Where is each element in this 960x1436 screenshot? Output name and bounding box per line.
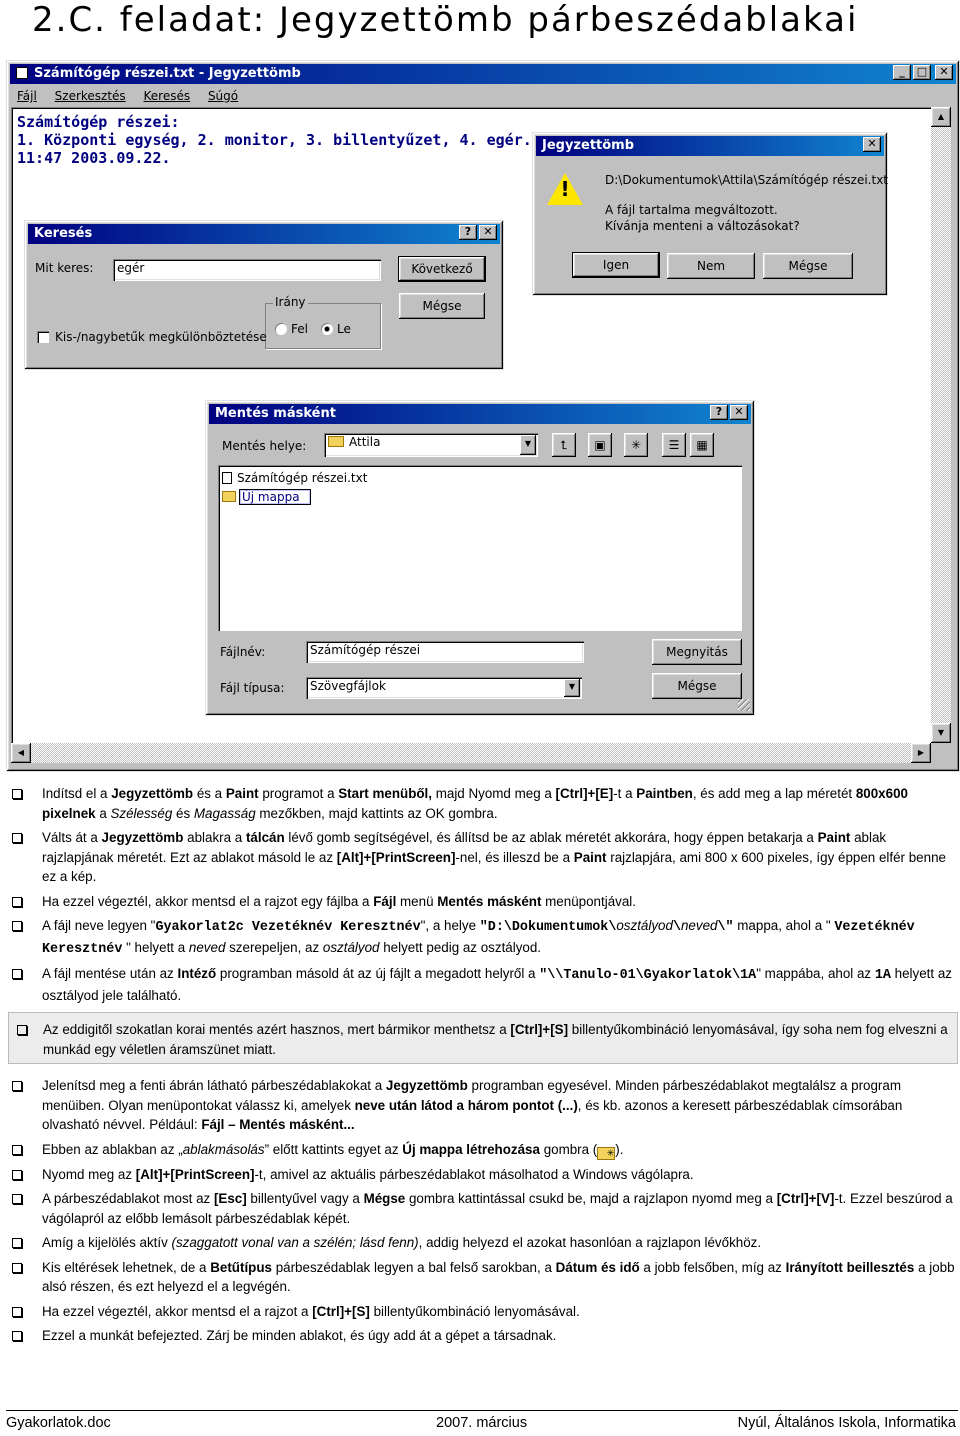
text-run: Paint — [817, 830, 851, 845]
text-run: (szaggatott vonal van a szélén; lásd fenn) — [171, 1235, 419, 1250]
text-run: A fájl neve legyen " — [42, 918, 156, 933]
text-run: a jobb alsó részen, és ezt helyezd el a legvégén. — [42, 1259, 955, 1294]
text-run: Új mappa létrehozása — [402, 1141, 540, 1157]
text-run: Paint — [225, 786, 259, 801]
vertical-scrollbar[interactable] — [931, 107, 951, 743]
text-run: Ebben az ablakban az „ — [42, 1141, 183, 1157]
list-view-button[interactable]: ☰ — [662, 433, 686, 457]
confirm-dialog — [532, 132, 888, 296]
text-run: párbeszédablak legyen a bal felső sarokban, a — [271, 1259, 556, 1275]
list-item — [8, 828, 958, 887]
text-run: a — [95, 805, 111, 821]
text-run: [Alt]+[PrintScreen] — [336, 849, 456, 865]
up-label: Fel — [291, 322, 308, 336]
menu-search[interactable]: Keresés — [143, 89, 191, 103]
list-item — [8, 1165, 958, 1185]
text-run: , addig helyezd el azokat hasonlóan a rajzlapon lévőkhöz. — [418, 1235, 762, 1250]
scroll-up-arrow[interactable]: ▲ — [931, 107, 951, 127]
text-run: neved — [188, 939, 226, 955]
radio-up[interactable] — [275, 323, 287, 335]
text-run: Fájl — [373, 893, 397, 909]
size-grip[interactable] — [931, 743, 951, 763]
text-run: Betűtípus — [210, 1259, 272, 1275]
text-run: ). — [615, 1141, 624, 1157]
new-folder-icon: ✳ — [597, 1147, 615, 1160]
text-run: programban egyesével. Minden párbeszédablakot megtalálsz a program menüiben. Olyan menüpontokat válassz ki, amelyek — [42, 1078, 901, 1113]
minimize-button[interactable]: _ — [893, 65, 911, 80]
yes-button[interactable]: Igen — [573, 253, 659, 277]
text-run: Válts át a — [42, 830, 102, 845]
checkbox-icon — [12, 833, 22, 843]
scroll-left-arrow[interactable]: ◀ — [11, 743, 31, 763]
text-run: Magasság — [193, 805, 256, 821]
text-run: neve után látod a három pontot (...) — [354, 1097, 578, 1113]
text-run: billentyűkombináció lenyomásával. — [369, 1303, 580, 1319]
close-button[interactable]: ✕ — [730, 405, 748, 420]
text-run: ablakra a — [183, 830, 246, 845]
footer-rule — [6, 1410, 958, 1411]
text-run: gombra ( — [539, 1141, 598, 1157]
size-grip[interactable] — [738, 699, 750, 711]
content-line: 1. Központi egység, 2. monitor, 3. billentyűzet, 4. egér. — [17, 131, 532, 149]
text-run: Az eddigitől szokatlan korai mentés azért hasznos, mert bármikor menthetsz a — [43, 1022, 511, 1037]
scroll-down-arrow[interactable]: ▼ — [931, 723, 951, 743]
checkbox-icon — [12, 897, 22, 907]
text-run: Ezzel a munkát befejezted. Zárj be minden ablakot, és úgy add át a gépet a társadnak. — [42, 1328, 557, 1343]
folder-item[interactable] — [222, 489, 311, 505]
menu-file[interactable]: Fájl — [17, 89, 37, 103]
radio-down[interactable] — [321, 323, 333, 335]
folder-name-edit[interactable]: Új mappa — [239, 489, 311, 505]
text-run: mappa, ahol a " — [733, 918, 835, 933]
checkbox-icon — [12, 1331, 22, 1341]
text-run: "D:\Dokumentumok\ — [479, 920, 617, 935]
text-run: Indítsd el a — [42, 786, 112, 801]
text-run: [Ctrl]+[V] — [776, 1191, 835, 1206]
cancel-button[interactable]: Mégse — [763, 253, 853, 279]
text-run: Mentés másként — [437, 893, 542, 909]
list-item — [8, 1189, 958, 1228]
page-title: 2.C. feladat: Jegyzettömb párbeszédablakai — [32, 0, 859, 40]
horizontal-scrollbar[interactable] — [11, 743, 931, 763]
help-button[interactable]: ? — [459, 225, 477, 240]
text-run: Jegyzettömb — [111, 786, 194, 801]
up-folder-button[interactable]: ⮤ — [552, 433, 576, 457]
content-line: Számítógép részei: — [17, 113, 180, 131]
list-item — [8, 1140, 958, 1160]
file-item[interactable] — [222, 471, 367, 485]
text-run: gombra kattintással csukd be, majd a rajzlapon nyomd meg a — [405, 1191, 777, 1206]
footer-center: 2007. március — [436, 1415, 528, 1431]
text-run: ” előtt kattints egyet az — [264, 1141, 403, 1157]
new-folder-button[interactable]: ✳ — [624, 433, 648, 457]
saveas-title: Mentés másként — [215, 406, 336, 421]
down-label: Le — [337, 322, 351, 336]
text-run: menü — [396, 893, 438, 909]
notepad-titlebar[interactable] — [10, 64, 956, 84]
checkbox-icon — [12, 1145, 22, 1155]
text-run: és — [172, 805, 194, 821]
text-run: és a — [193, 786, 226, 801]
text-run: Irányított beillesztés — [785, 1259, 915, 1275]
notepad-content — [17, 113, 532, 167]
list-item — [8, 784, 958, 823]
text-run: Vezetéknév Keresztnév — [42, 920, 915, 957]
text-run: "\\Tanulo-01\Gyakorlatok\1A — [539, 968, 757, 983]
text-file-icon — [222, 472, 232, 484]
filetype-label: Fájl típusa: — [220, 681, 285, 695]
text-run: [Ctrl]+[S] — [312, 1303, 370, 1319]
list-item — [8, 1326, 958, 1346]
find-input[interactable]: egér — [113, 259, 381, 281]
text-run: 800x600 pixelnek — [42, 786, 908, 821]
text-run: Jegyzettömb — [385, 1078, 468, 1093]
text-run: Nyomd meg az — [42, 1166, 136, 1182]
help-button[interactable]: ? — [710, 405, 728, 420]
location-select[interactable] — [324, 433, 538, 457]
checkbox-icon — [12, 1307, 22, 1317]
list-item — [8, 1258, 958, 1297]
text-run: 1A — [874, 968, 891, 983]
text-run: tálcán — [245, 830, 285, 845]
location-label: Mentés helye: — [222, 439, 307, 453]
open-button[interactable]: Megnyitás — [652, 639, 742, 665]
content-line: 11:47 2003.09.22. — [17, 149, 171, 167]
text-run: programot a — [258, 786, 339, 801]
checkbox-icon — [12, 1263, 22, 1273]
text-run: mezőkben, majd kattints az OK gombra. — [255, 805, 498, 821]
filetype-value: Szövegfájlok — [310, 679, 386, 693]
no-button[interactable]: Nem — [667, 253, 755, 279]
list-item — [8, 1302, 958, 1322]
text-run: Fájl – Mentés másként... — [201, 1117, 355, 1132]
text-run: rajzlapjára, ami 800 x 600 pixeles, így éppen elfér benne ez a kép. — [42, 849, 946, 884]
case-checkbox[interactable] — [37, 331, 49, 343]
text-run: [Ctrl]+[S] — [510, 1022, 569, 1037]
text-run: majd Nyomd meg a — [432, 786, 556, 801]
text-run: Gyakorlat2c Vezetéknév Keresztnév — [155, 920, 421, 935]
footer-left: Gyakorlatok.doc — [6, 1415, 111, 1431]
text-run: Start menüből, — [338, 786, 432, 801]
filename-label: Fájlnév: — [220, 645, 266, 659]
checkbox-icon — [12, 969, 22, 979]
checkbox-icon — [12, 1194, 22, 1204]
text-run: ", a helye — [420, 918, 480, 933]
next-button[interactable]: Következő — [399, 257, 485, 281]
text-run: osztályod — [616, 918, 673, 933]
menu-edit[interactable]: Szerkesztés — [54, 89, 126, 103]
file-path: D:\Dokumentumok\Attila\Számítógép részei.txt — [605, 173, 888, 187]
notepad-title: Számítógép részei.txt - Jegyzettömb — [34, 66, 301, 81]
close-button[interactable]: ✕ — [863, 137, 881, 152]
text-run: Jegyzettömb — [101, 830, 184, 845]
file-name: Számítógép részei.txt — [237, 471, 368, 485]
text-run: lévő gomb segítségével, és állítsd be az ablak méretét akkorára, hogy éppen betakarja a — [284, 830, 818, 845]
text-run: Dátum és idő — [555, 1259, 640, 1275]
cancel-button[interactable]: Mégse — [399, 293, 485, 319]
chevron-down-icon[interactable]: ▼ — [564, 679, 580, 697]
list-item — [8, 916, 958, 959]
text-run: menüpontjával. — [541, 893, 636, 909]
list-item — [8, 1233, 958, 1253]
saveas-titlebar[interactable] — [209, 404, 751, 424]
direction-label: Irány — [275, 295, 306, 309]
folder-icon — [222, 491, 236, 502]
text-run: Ha ezzel végeztél, akkor mentsd el a rajzot egy fájlba a — [42, 893, 374, 909]
list-item — [8, 1076, 958, 1135]
warning-icon: ! — [560, 177, 570, 201]
footer-right: Nyúl, Általános Iskola, Informatika — [737, 1415, 956, 1431]
message-line: Kívánja menteni a változásokat? — [605, 219, 800, 233]
confirm-title: Jegyzettömb — [542, 138, 635, 153]
search-title: Keresés — [34, 226, 93, 241]
list-item — [8, 964, 958, 1005]
menu-bar — [17, 89, 238, 103]
text-run: helyett az osztályod jele található. — [42, 966, 952, 1003]
text-run: ablakmásolás — [182, 1141, 265, 1157]
menu-help[interactable]: Súgó — [207, 89, 239, 103]
text-run: billentyűkombináció lenyomásával, így soha nem fog elveszni a munkád egy véletlen áramszünet miatt. — [43, 1022, 948, 1057]
case-label: Kis-/nagybetűk megkülönböztetése — [55, 330, 267, 344]
maximize-button[interactable]: □ — [913, 65, 931, 80]
checkbox-icon — [12, 1081, 22, 1091]
text-run: -t, amivel az aktuális párbeszédablakot másolhatod a Windows vágólapra. — [254, 1166, 694, 1182]
text-run: -t a — [613, 786, 637, 801]
text-run: Szélesség — [110, 805, 173, 821]
checkbox-icon — [12, 789, 22, 799]
find-label: Mit keres: — [35, 261, 94, 275]
text-run: , és kb. azonos a keresett párbeszédablak címsorában olvasható névvel. Például: — [42, 1097, 903, 1132]
checkbox-icon — [12, 1238, 22, 1248]
text-run: a jobb felsőben, míg az — [639, 1259, 786, 1275]
scroll-right-arrow[interactable]: ▶ — [911, 743, 931, 763]
text-run: \" — [717, 920, 734, 935]
text-run: billentyűvel vagy a — [246, 1191, 364, 1206]
text-run: Mégse — [363, 1191, 406, 1206]
instruction-list — [8, 784, 958, 1351]
text-run: szerepeljen, az — [225, 939, 323, 955]
text-run: Paintben — [636, 786, 693, 801]
checkbox-icon — [17, 1025, 27, 1035]
text-run: " mappába, ahol az — [756, 966, 875, 981]
folder-icon — [328, 436, 344, 447]
notepad-icon — [16, 67, 28, 79]
text-run: " helyett a — [122, 939, 189, 955]
saveas-dialog — [205, 400, 755, 716]
text-run: -t. Ezzel beszúrod a vágólapról az előbb lemásolt párbeszédablak képét. — [42, 1191, 953, 1226]
text-run: Paint — [573, 849, 607, 865]
location-value: Attila — [349, 435, 381, 449]
text-run: neved — [680, 918, 718, 933]
text-run: Jelenítsd meg a fenti ábrán látható párbeszédablakokat a — [42, 1078, 386, 1093]
text-run: , és add meg a lap méretét — [692, 786, 856, 801]
cancel-button[interactable]: Mégse — [652, 673, 742, 699]
text-run: Intéző — [177, 966, 217, 981]
text-run: [Alt]+[PrintScreen] — [135, 1166, 255, 1182]
text-run: A fájl mentése után az — [42, 966, 178, 981]
search-dialog — [24, 220, 504, 370]
search-titlebar[interactable] — [28, 224, 500, 244]
checkbox-icon — [12, 1170, 22, 1180]
chevron-down-icon[interactable]: ▼ — [520, 435, 536, 455]
filename-input[interactable]: Számítógép részei — [306, 641, 584, 663]
text-run: programban másold át az új fájlt a megadott helyről a — [216, 966, 540, 981]
text-run: Amíg a kijelölés aktív — [42, 1235, 172, 1250]
text-run: [Ctrl]+[E] — [555, 786, 614, 801]
text-run: helyett pedig az osztályod. — [379, 939, 542, 955]
text-run: ablak rajzlapjának méretét. Ezt az ablakot másold le az — [42, 830, 887, 865]
text-run: -nel, és illeszd be a — [455, 849, 574, 865]
text-run: A párbeszédablakot most az — [42, 1191, 214, 1206]
text-run: Ha ezzel végeztél, akkor mentsd el a rajzot a — [42, 1303, 313, 1319]
close-button[interactable]: ✕ — [479, 225, 497, 240]
note-box — [8, 1012, 958, 1064]
text-run: \ — [672, 920, 681, 935]
message-line: A fájl tartalma megváltozott. — [605, 203, 778, 217]
text-run: Kis eltérések lehetnek, de a — [42, 1259, 211, 1275]
filetype-select[interactable] — [306, 677, 582, 699]
close-button[interactable]: ✕ — [935, 65, 953, 80]
details-view-button[interactable]: ▦ — [690, 433, 714, 457]
confirm-titlebar[interactable] — [536, 136, 884, 156]
text-run: [Esc] — [213, 1191, 247, 1206]
desktop-button[interactable]: ▣ — [588, 433, 612, 457]
list-item — [8, 892, 958, 912]
checkbox-icon — [12, 921, 22, 931]
text-run: osztályod — [322, 939, 380, 955]
